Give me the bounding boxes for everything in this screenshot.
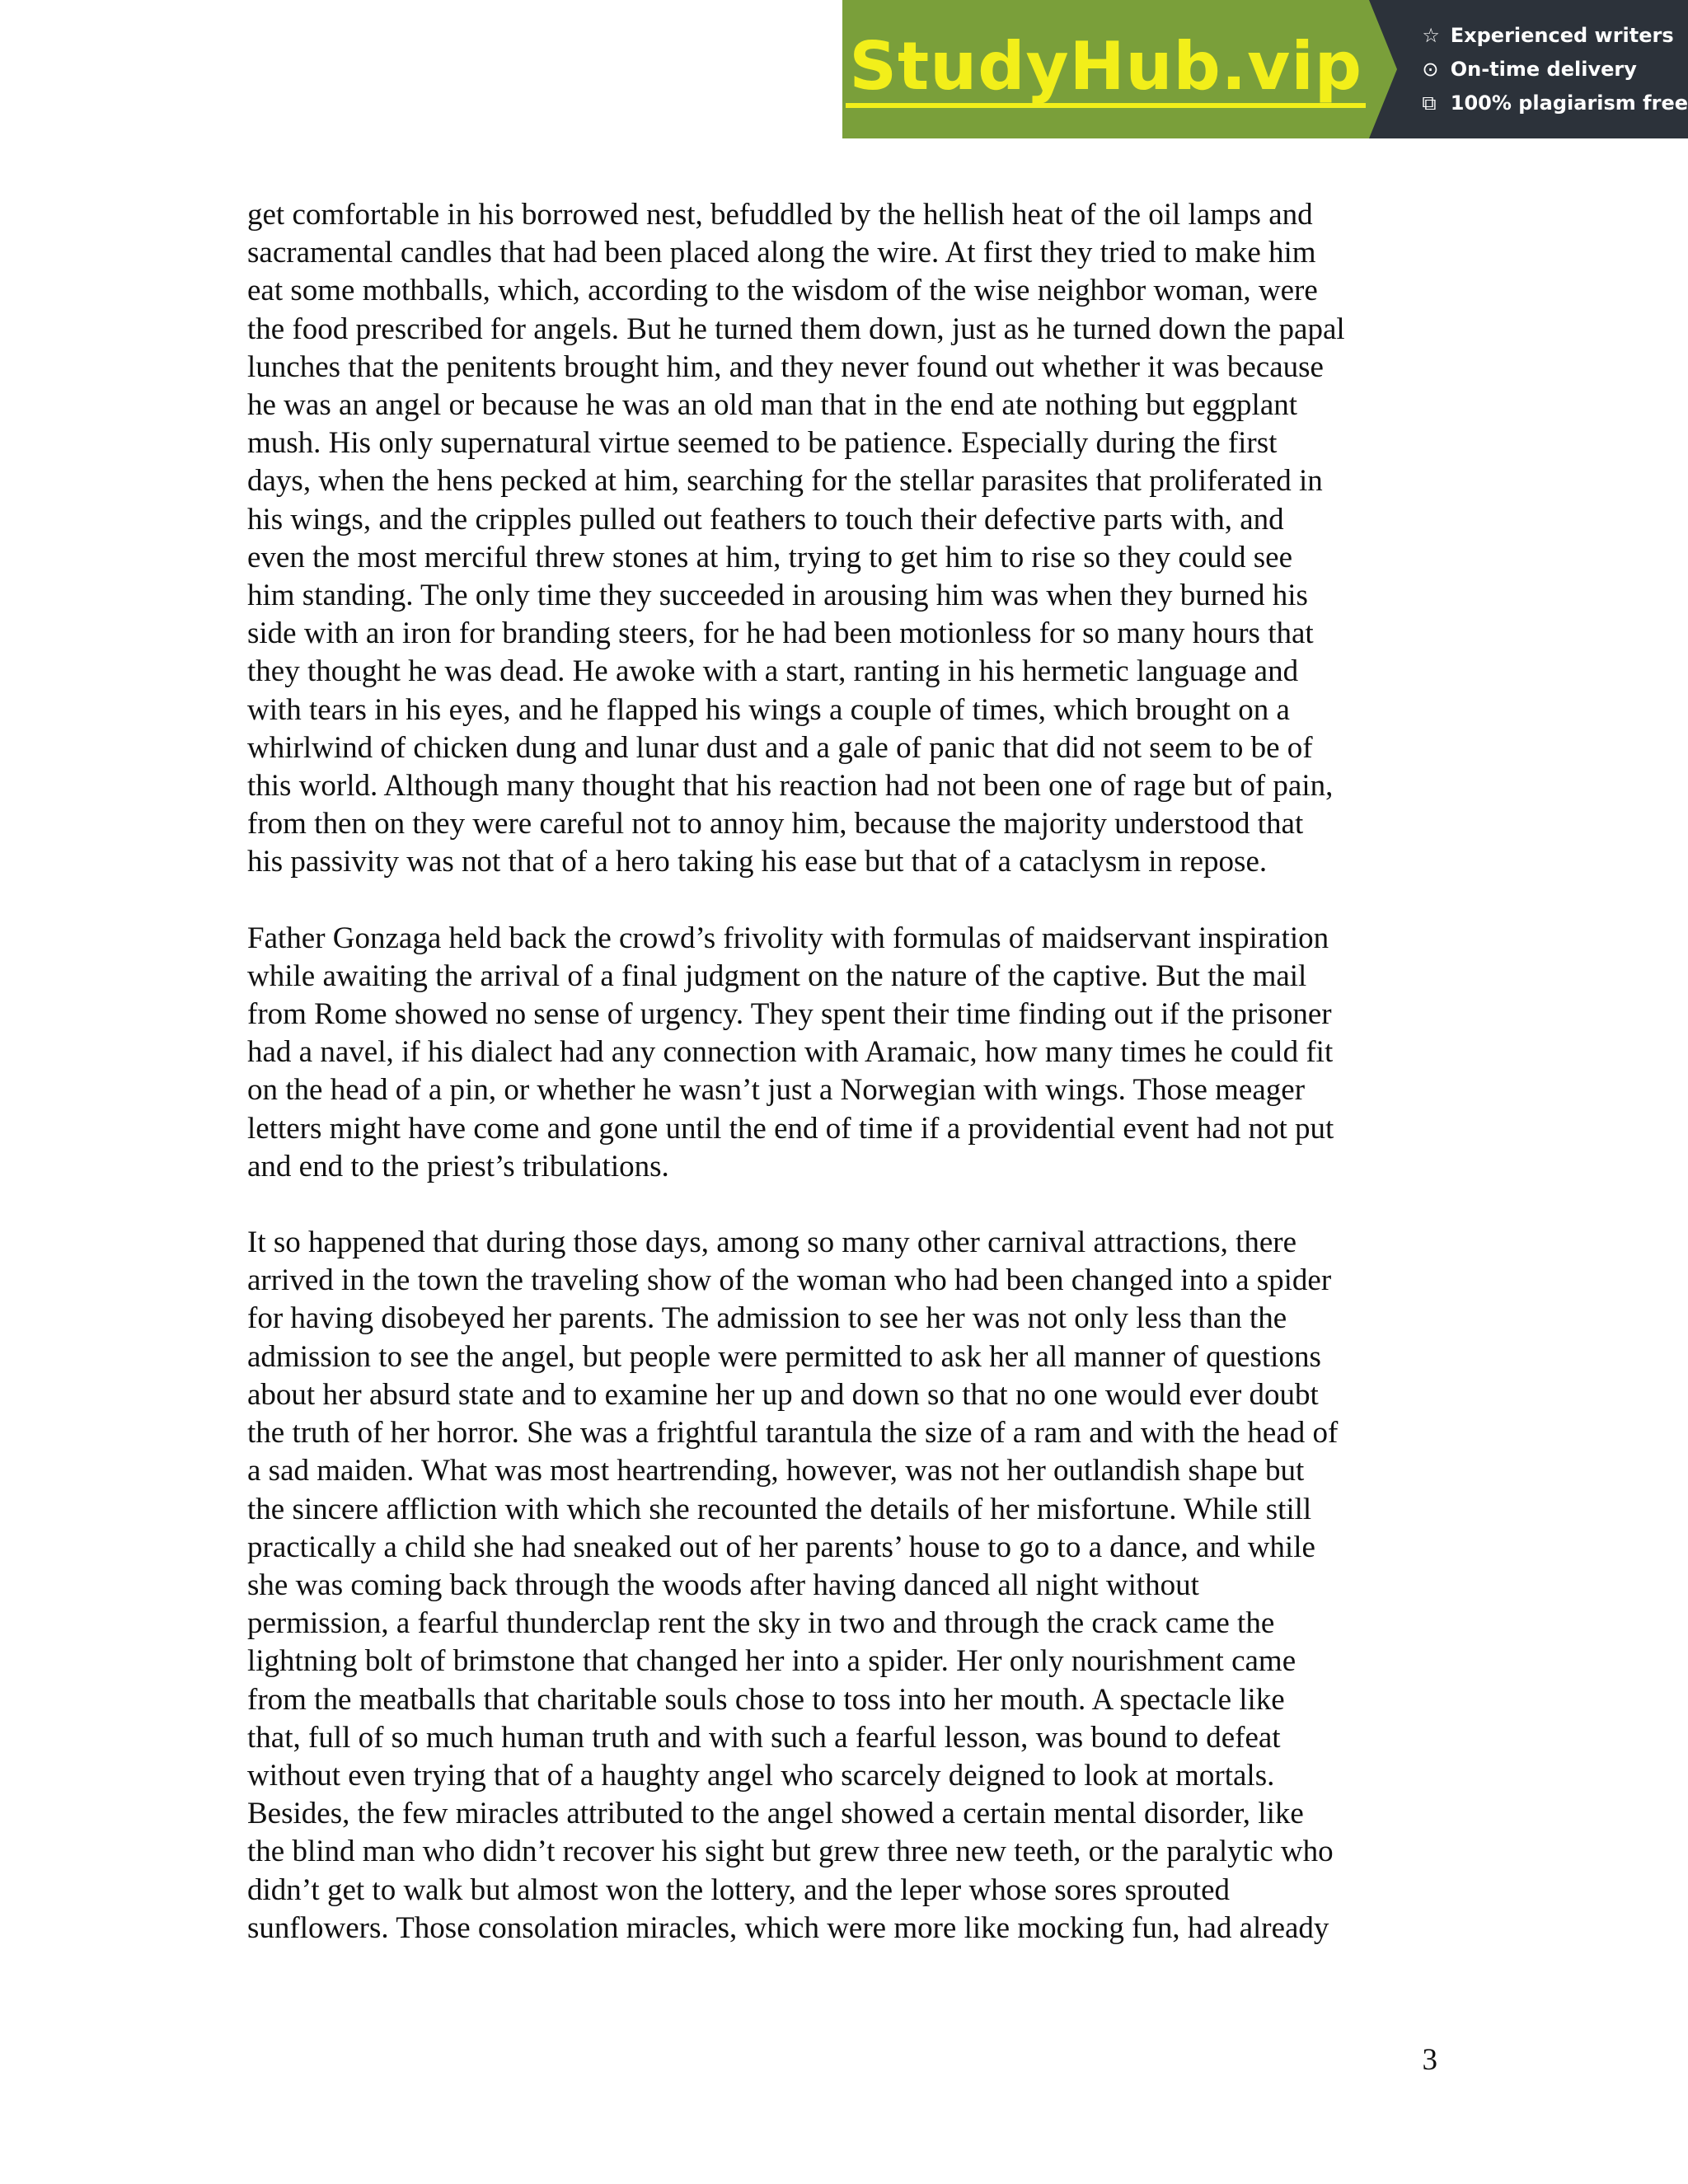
document-body (247, 196, 1459, 1985)
text-line: him standing. The only time they succeeded in arousing him was when they burned his (247, 579, 1308, 613)
text-line: whirlwind of chicken dung and lunar dust and a gale of panic that did not seem to be of (247, 730, 1313, 765)
paragraph (247, 1224, 1459, 1947)
text-line: he was an angel or because he was an old man that in the end ate nothing but eggplant (247, 388, 1298, 423)
text-line: letters might have come and gone until the end of time if a providential event had not put (247, 1111, 1334, 1146)
text-line: the truth of her horror. She was a frightful tarantula the size of a ram and with the head of (247, 1416, 1339, 1451)
text-line: the blind man who didn’t recover his sight but grew three new teeth, or the paralytic who (247, 1835, 1334, 1869)
text-line: the sincere affliction with which she recounted the details of her misfortune. While still (247, 1492, 1312, 1526)
text-line: they thought he was dead. He awoke with a start, ranting in his hermetic language and (247, 654, 1299, 689)
feature-on-time-delivery (1422, 53, 1688, 87)
text-line: Father Gonzaga held back the crowd’s frivolity with formulas of maidservant inspiration (247, 921, 1329, 955)
paragraph (247, 196, 1459, 882)
studyhub-banner[interactable] (842, 0, 1688, 138)
text-line: get comfortable in his borrowed nest, befuddled by the hellish heat of the oil lamps and (247, 198, 1313, 232)
feature-plagiarism-free (1422, 87, 1688, 120)
text-line: practically a child she had sneaked out of her parents’ house to go to a dance, and while (247, 1530, 1315, 1564)
text-line: she was coming back through the woods after having danced all night without (247, 1568, 1199, 1602)
text-line: a sad maiden. What was most heartrending, however, was not her outlandish shape but (247, 1454, 1305, 1488)
text-line: Besides, the few miracles attributed to the angel showed a certain mental disorder, like (247, 1797, 1304, 1831)
text-line: from the meatballs that charitable souls chose to toss into her mouth. A spectacle like (247, 1682, 1285, 1717)
text-line: this world. Although many thought that his reaction had not been one of rage but of pain, (247, 769, 1334, 804)
text-line: sacramental candles that had been placed along the wire. At first they tried to make him (247, 236, 1316, 270)
text-line: his wings, and the cripples pulled out feathers to touch their defective parts with, and (247, 502, 1284, 537)
banner-features-list (1369, 0, 1688, 138)
feature-label: On-time delivery (1450, 57, 1637, 81)
text-line: lunches that the penitents brought him, and they never found out whether it was because (247, 349, 1324, 384)
feature-label: Experienced writers (1450, 23, 1674, 47)
text-line: permission, a fearful thunderclap rent the sky in two and through the crack came the (247, 1606, 1275, 1641)
star-icon: ☆ (1422, 23, 1440, 47)
text-line: while awaiting the arrival of a final judgment on the nature of the captive. But the mail (247, 958, 1307, 993)
text-line: didn’t get to walk but almost won the lottery, and the leper whose sores sprouted (247, 1872, 1230, 1907)
text-line: mush. His only supernatural virtue seemed to be patience. Especially during the first (247, 426, 1278, 461)
text-line: his passivity was not that of a hero taking his ease but that of a cataclysm in repose. (247, 845, 1268, 879)
text-line: from Rome showed no sense of urgency. They spent their time finding out if the prisoner (247, 997, 1332, 1032)
text-line: sunflowers. Those consolation miracles, which were more like mocking fun, had already (247, 1910, 1329, 1945)
clock-icon: ⊙ (1422, 57, 1439, 81)
text-line: lightning bolt of brimstone that changed her into a spider. Her only nourishment came (247, 1644, 1296, 1679)
paragraph (247, 920, 1459, 1186)
text-line: from then on they were careful not to annoy him, because the majority understood that (247, 807, 1304, 841)
text-line: had a navel, if his dialect had any connection with Aramaic, how many times he could fit (247, 1035, 1334, 1070)
text-line: about her absurd state and to examine her up and down so that no one would ever doubt (247, 1377, 1319, 1412)
text-line: It so happened that during those days, among so many other carnival attractions, there (247, 1226, 1297, 1260)
feature-label: 100% plagiarism free (1450, 91, 1688, 115)
text-line: and end to the priest’s tribulations. (247, 1149, 669, 1183)
text-line: arrived in the town the traveling show of the woman who had been changed into a spider (247, 1263, 1332, 1298)
text-line: even the most merciful threw stones at him, trying to get him to rise so they could see (247, 540, 1293, 574)
text-line: that, full of so much human truth and with such a fearful lesson, was bound to defeat (247, 1720, 1281, 1755)
page-number: 3 (1422, 2043, 1437, 2077)
feature-experienced-writers (1422, 19, 1688, 53)
text-line: side with an iron for branding steers, for he had been motionless for so many hours that (247, 616, 1314, 651)
text-line: without even trying that of a haughty angel who scarcely deigned to look at mortals. (247, 1758, 1275, 1793)
text-line: eat some mothballs, which, according to the wisdom of the wise neighbor woman, were (247, 274, 1318, 308)
text-line: for having disobeyed her parents. The admission to see her was not only less than the (247, 1301, 1287, 1336)
copy-icon: ⧉ (1422, 91, 1437, 115)
text-line: admission to see the angel, but people were permitted to ask her all manner of questions (247, 1339, 1321, 1374)
studyhub-logo[interactable]: StudyHub.vip (846, 30, 1366, 108)
text-line: with tears in his eyes, and he flapped his wings a couple of times, which brought on a (247, 692, 1290, 727)
text-line: on the head of a pin, or whether he wasn’t just a Norwegian with wings. Those meager (247, 1073, 1306, 1108)
banner-logo-panel[interactable] (842, 0, 1369, 138)
text-line: days, when the hens pecked at him, searching for the stellar parasites that proliferated in (247, 464, 1323, 499)
text-line: the food prescribed for angels. But he turned them down, just as he turned down the papal (247, 312, 1345, 346)
